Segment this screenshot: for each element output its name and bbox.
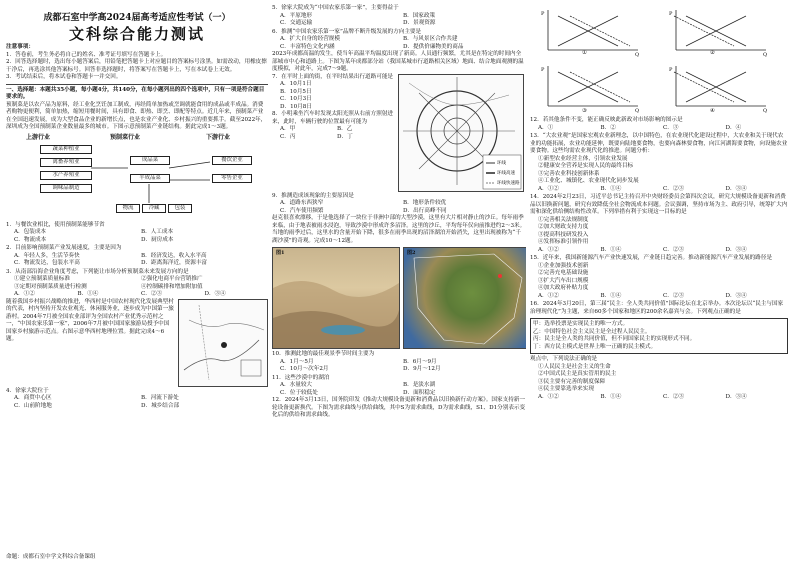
viewpoint-line: 甲：选举投票是实现民主的唯一方式。 [533, 321, 629, 327]
statement: ②中国式民主是真实管用的民主 [538, 371, 617, 377]
option: D．③④ [725, 393, 747, 400]
village-map-drawing [179, 300, 267, 386]
map-legend-item: 环线高速 [497, 170, 515, 176]
option: C．丰富特色文化内涵 [280, 43, 335, 50]
option: D．丁 [337, 133, 353, 140]
notice-item: 2．回答选择题时，选出每小题答案后，用铅笔把答题卡上对应题目的答案标号涂黑。如需改动，用橡皮擦干净后，再选涂其他答案标号。回答非选择题时，将答案写在答题卡上，写在本试卷上无效。 [6, 59, 267, 73]
option: C．②③ [663, 393, 685, 400]
option: C．物流发达，包装水平高 [14, 260, 80, 266]
downstream-label: 下游行业 [206, 133, 231, 141]
school-line: 成都石室中学高2024届高考适应性考试（一） [43, 13, 231, 23]
option: C．②③ [663, 246, 685, 253]
support-item: 物流 [116, 204, 140, 213]
option: D．城乡结合部 [141, 402, 180, 409]
statement: ①完善相关法规制度 [538, 216, 589, 223]
option: C．汽车使用频繁 [280, 207, 324, 214]
passage-prefab: 预制菜是以农产品为原料，经工业化烹饪加工制成，再经简单加热或烹调就能食用的成品或半成品。消费者购物更便利，简单加热，缩短用餐时间，具有即食、即热、即烹、即配等特点。近几年来，预制菜产业在全国迅速发展，成为大型食品企业的新增长点，也是农业产业化、乡村振兴的重要抓手。截至2022年，深圳成为全国预制菜企业数量最多的城市。下图示意预制菜产业链结构。据此完成1～3题。 [6, 101, 267, 130]
statement: ①人民民主是社会主义的生命 [538, 363, 611, 370]
option: C．10月3日 [280, 96, 312, 102]
option: D．③④ [725, 246, 747, 253]
midstream-label: 预制菜行业 [110, 133, 141, 141]
statement: ①建立预制菜质量标准 [14, 276, 70, 282]
notice-item: 1．答卷前，考生务必将自己的姓名、准考证号填写在答题卡上。 [6, 51, 167, 58]
notice-item: 3．考试结束后，将本试卷和答题卡一并交回。 [6, 74, 122, 80]
option: A．①② [538, 292, 559, 299]
desert-figures [272, 247, 526, 349]
shifted-curve [674, 16, 734, 46]
village-location-map [178, 299, 268, 387]
upstream-item: 蔬菜种植业 [40, 145, 92, 154]
option: D．出行高峰不同 [403, 207, 447, 214]
flow-arrows [6, 134, 268, 220]
option: D．③④ [725, 292, 747, 299]
option: D．③④ [725, 185, 747, 192]
question-10 [272, 351, 526, 374]
question-9 [272, 193, 526, 216]
figure-caption: 图2 [407, 250, 416, 256]
y-axis-label: P [669, 11, 673, 17]
statement: ②加大财政支持力度 [538, 224, 589, 230]
option: C．物流成本 [14, 236, 47, 243]
question-text: 11．这些沙漠中的湖泊 [272, 374, 330, 381]
option: D．距离海洋近，资源丰富 [141, 260, 208, 266]
option: A．水量较大 [280, 382, 313, 388]
viewpoint-line: 乙：中国特色社会主义民主是全过程人民民主。 [533, 328, 651, 335]
option: C．②③ [663, 292, 685, 299]
statement: ④控制碳排和增加附加值 [141, 283, 203, 290]
x-axis-label: Q [763, 108, 768, 114]
question-12 [530, 117, 788, 132]
option: A．包装成本 [14, 229, 47, 235]
option: A．①② [538, 185, 559, 192]
statement: ④发挥标准引领作用 [538, 239, 589, 245]
chart-label: ④ [710, 108, 715, 114]
option: B．乙 [337, 126, 353, 132]
x-axis-label: Q [635, 52, 640, 58]
question-text: 13．“大农业观”是国家宏观农业新理念，以中国特色，在农业现代化建设过程中，大农业和关于现代农业的功能拓展，农业功能延伸，既要向陆地要食物，也要向森林要食物，向江河湖海要食物，向设施农业要食物。这些均需农业现代化的推进。问题分析： [530, 133, 788, 154]
midstream-item: 半成品菜 [130, 174, 170, 183]
option: B．①④ [600, 246, 622, 253]
statement: ②健康安全营养是实现人民的最终目标 [538, 163, 634, 169]
question-5 [272, 5, 526, 28]
option: C．丙 [280, 133, 296, 140]
question-11 [272, 375, 526, 398]
village-block [6, 299, 268, 387]
map-legend-item: 环线 [497, 160, 506, 166]
passage-village: 随着我国乡村振兴战略的推进，华西村是中国农村现代化发展典型村的代表，村内坚持开发农业观光、休闲服务业，逐步成为中国第一旅游村。2004年7月被全国农业部评为全国农村产业优秀示范村之一，“中国农家乐第一家”，2006年7月被中国国家旅游局授予中国国家乡村旅游示范点。右图示意华西村地理位置。据此完成4～6题。 [6, 298, 174, 342]
y-axis-label: P [541, 67, 545, 73]
upstream-item: 禽畜养殖业 [40, 158, 92, 167]
option: C．山前阶地地 [14, 402, 52, 409]
statement: ③民主要有完善的制度保障 [538, 378, 606, 385]
option: A．道路东西狭窄 [280, 200, 324, 206]
downstream-item: 零售企业 [212, 174, 252, 183]
option: C．10月～次年2月 [280, 366, 329, 372]
question-text: 12．若其他条件不变，能正确反映此新政对市场影响的图示是 [530, 117, 683, 123]
option: C．②③ [141, 291, 163, 297]
statement: ①企业加强技术创新 [538, 262, 589, 269]
option: D．面积稳定 [403, 389, 436, 396]
option: B．国家政策 [403, 12, 436, 19]
option: A．扩大自身的经营规模 [280, 36, 340, 42]
option: C．③ [663, 124, 679, 131]
statement: ①新型农业经营主体，引领农业发展 [538, 155, 628, 162]
passage-policy: 12．2024年3月13日，国务院印发《推动大规模设备更新和消费品以旧换新行动方案》。国家支持新一轮设备更新换代。下图为需求曲线与供给曲线，其中S为需求曲线，D为需求曲线，S1、D1分别表示变化后的供给和需求曲线。 [272, 397, 526, 418]
ring-road-map [398, 74, 524, 192]
shifted-curve [570, 72, 630, 102]
question-text: 6．推测“中国农家乐第一家”品牌不断升级发展的方向主要是 [272, 28, 422, 35]
map-legend-item: 环线快速路 [497, 180, 520, 186]
option: B．①④ [600, 292, 622, 299]
viewpoint-box [530, 318, 788, 354]
option: D．④ [725, 124, 742, 131]
dune-drawing [273, 248, 399, 348]
question-text: 3．从南部沿海企业角度考虑，下列能让市场分析预制菜未来发展方向的是 [6, 268, 189, 275]
upstream-label: 上游行业 [26, 133, 51, 141]
y-axis-label: P [541, 11, 545, 17]
option: D．10月8日 [280, 103, 312, 110]
option: D．厨房成本 [141, 236, 174, 243]
passage-desert: 赵克很喜欢漂移，于是他选择了一块位于非洲中部的大型沙漠，这里有大片相对静止的沙丘。每年雨季来临，由于地表被雨水浸泡，导致沙漠中形成许多沼泽。这里的沙丘，平均每年仅向前推进约2～3米。当地的雨季过后，这里水的含量开始下降，很多在雨季出现的沼泽湖泊开始消失，这里出现被称为“千湖沙漠”的奇观。完成10～12题。 [272, 215, 526, 244]
statement: ②完善充电基础设施 [538, 270, 589, 276]
question-15 [530, 255, 788, 300]
y-axis-label: P [669, 67, 673, 73]
option: A．商贸中心区 [14, 395, 52, 401]
x-axis-label: Q [763, 52, 768, 58]
question-6 [272, 29, 526, 52]
chart-label: ③ [582, 108, 587, 114]
question-16 [530, 301, 788, 316]
option: A．平原地形 [280, 12, 313, 19]
supply-demand-charts [530, 4, 788, 116]
option: A．①② [14, 291, 35, 297]
statement: ④民主要靠选举来实现 [538, 386, 594, 392]
option: B．② [600, 124, 616, 131]
statement: ④工业化、城镇化、农业现代化同步发展 [538, 178, 639, 184]
upstream-item: 水产养殖业 [40, 171, 92, 180]
midstream-item: 成品菜 [130, 156, 170, 165]
option: C．②③ [663, 185, 685, 192]
ring-road-block [272, 74, 526, 192]
question-4 [6, 388, 268, 411]
exam-title: 文科综合能力测试 [68, 25, 205, 43]
supply-demand-drawing [530, 4, 788, 116]
option: B．人工成本 [141, 229, 174, 235]
question-14 [530, 194, 788, 254]
option: B．经济发达，收入水平高 [141, 252, 207, 259]
upstream-item: 调味品制造 [40, 184, 92, 193]
option: B．①④ [600, 185, 622, 192]
statement: ③定期对预制菜质量进行检测 [14, 283, 87, 290]
option: C．交通运输 [280, 20, 313, 26]
option: A．年轻人多，生活节奏快 [14, 252, 80, 259]
option: D．③④ [204, 291, 226, 297]
option: D．9月～12月 [403, 366, 441, 372]
shifted-curve [570, 16, 630, 46]
statement: ③扩大汽车出口规模 [538, 277, 589, 284]
option: B．与风景区合作共建 [403, 36, 458, 42]
page-footer: 命题：成都石室中学文科综合备课组 [6, 554, 96, 560]
question-text: 观点中，下列说法正确的是 [530, 356, 598, 362]
option: B．6月～9月 [403, 358, 437, 365]
question-text: 15．近年来，我国新能源汽车产业快速发展，产业链日趋完善。推动新能源汽车产业发展的路径是 [530, 255, 773, 261]
question-text: 14．2024年2月23日，习近平总书记主持召开中央财经委员会第四次会议，研究大规模设备更新和消费品以旧换新问题，研究有效降低全社会物流成本问题。会议强调，坚持市场为主、政府引导，统筹扩大内需和深化供给侧结构性改革。下列举措有利于实现这一目标的是 [530, 194, 788, 215]
question-13 [530, 133, 788, 193]
desert-photo [272, 247, 400, 349]
question-7-text: 7．在平时上面的街，在平时结果出行道路可能是 [272, 73, 394, 80]
notice-heading: 注意事项： [6, 44, 34, 50]
option: B．①④ [77, 291, 99, 297]
option: D．提供价廉物美的商品 [403, 43, 464, 50]
statement: ②强化电商平台营销推广 [141, 276, 203, 282]
shifted-curve [674, 72, 734, 102]
question-8-text: 8．小明乘坐汽车时发现太阳光照从右前方照射进来，此时，车辆行驶的位置最有可能为 [272, 111, 394, 125]
chart-label: ① [582, 50, 587, 56]
option: A．① [538, 124, 554, 131]
chart-label: ② [710, 50, 715, 56]
column-middle [272, 4, 526, 556]
question-text: 10．推测此地的最佳观景季节时间主要为 [272, 351, 375, 357]
question-text: 1．与餐饮业相比，使用预制菜能够节省 [6, 221, 105, 228]
question-text: 4．徐家大院位于 [6, 387, 49, 394]
region-map-drawing [404, 248, 526, 348]
support-item: 冷藏 [142, 204, 166, 213]
question-text: 9．推测造成该现象的主要原因是 [272, 192, 354, 199]
x-axis-label: Q [635, 108, 640, 114]
satellite-map [403, 247, 526, 349]
option: B．河流下游处 [141, 395, 179, 401]
option: A．①② [538, 246, 559, 253]
option: B．10月5日 [280, 88, 312, 95]
question-text: 5．徐家大院成为“中国农家乐第一家”，主要得益于 [272, 5, 399, 11]
question-text: 16．2024年3月20日，第三届“民主：全人类共同价值”国际论坛在北京举办。本次论坛以“民主与国家治理现代化”为主题，来自60多个国家和地区的200余名嘉宾与会。下列观点正确的是 [530, 301, 784, 315]
divider [6, 84, 268, 85]
column-left [6, 4, 268, 556]
option: D．景观资源 [403, 20, 436, 26]
industry-chain-diagram [6, 134, 268, 220]
question-text: 2．目前影响预制菜产业发展速度，主要是因为 [6, 245, 122, 251]
option: B．①④ [600, 393, 622, 400]
option: A．1月～5月 [280, 358, 314, 365]
option: C．位于较低处 [280, 389, 318, 396]
statement: ③提高科技研发投入 [538, 231, 589, 238]
question-3 [6, 269, 268, 299]
option: B．地形条件较优 [403, 200, 447, 206]
figure-caption: 图1 [276, 250, 285, 256]
column-right [530, 4, 788, 556]
passage-ring-road: 2023年成都高温的发生，使当年高温平均温度出现了新高。人员通行频繁，尤其是在特定的时间内全部城市中心和道路上。下图为某年成都部分站（我国某城市行道路相关区域）地面、结合地面观测的温度模拟，对此年，完成7～9题。 [272, 51, 524, 72]
question-1 [6, 222, 268, 245]
statement: ④加大政府补贴力度 [538, 285, 589, 291]
option: A．①② [538, 393, 559, 400]
downstream-item: 餐饮企业 [212, 156, 252, 165]
option: B．是淡水湖 [403, 382, 436, 388]
support-item: 包装 [168, 204, 192, 213]
option: A．10月1日 [280, 81, 312, 87]
question-17 [530, 356, 788, 401]
section-heading: 一、选择题：本题共35小题，每小题4分，共140分，在每小题列出的四个选项中，只有一项是符合题目要求的。 [6, 86, 265, 100]
option: A．甲 [280, 126, 296, 132]
question-2 [6, 245, 268, 268]
viewpoint-line: 丁：西方民主模式是世界上唯一正确的民主模式。 [533, 343, 657, 350]
viewpoint-line: 丙：民主是全人类的共同价值，但不同国家民主的实现形式不同。 [533, 336, 696, 342]
statement: ③完善农业科技创新体系 [538, 170, 600, 177]
